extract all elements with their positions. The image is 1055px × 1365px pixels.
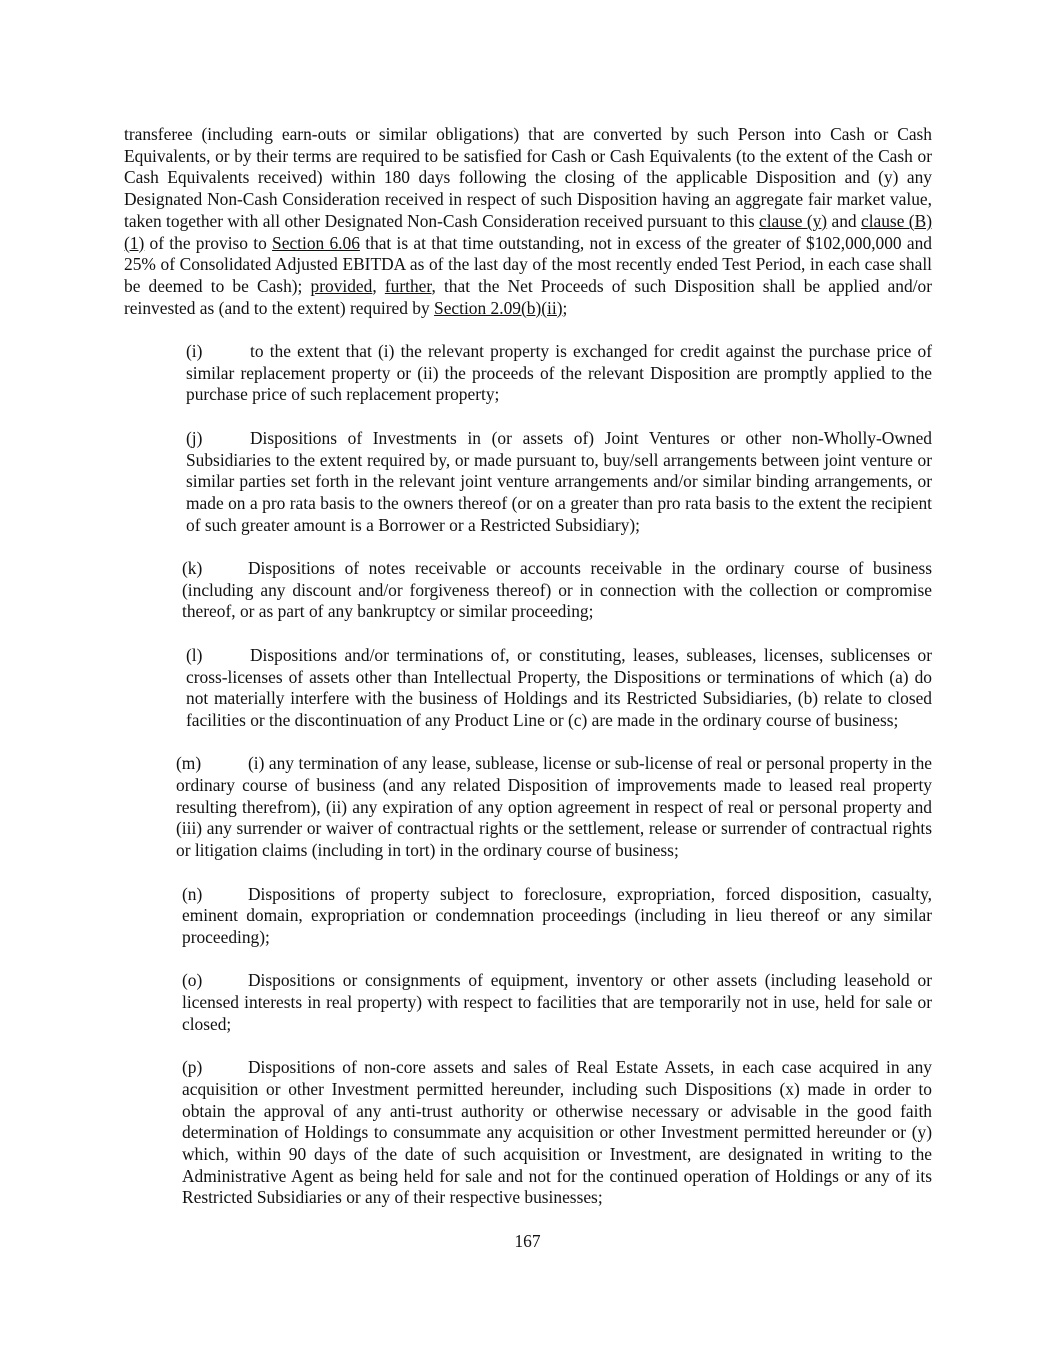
provided-term: provided xyxy=(310,275,373,296)
clause-n xyxy=(124,884,932,949)
clause-p xyxy=(124,1057,932,1209)
clause-k xyxy=(124,558,932,623)
clause-m-label: (m) xyxy=(176,753,202,774)
clause-j-text: Dispositions of Investments in (or assets of) Joint Ventures or other non-Wholly-Owned Subsidiaries to the extent required by, or made pursuant to, buy/sell arrangements between joint venture or similar parties set forth in the relevant joint venture arrangements and/or similar binding arrangements, or made on a pro rata basis to the owners thereof (or on a greater than pro rata basis to the extent the recipient of such greater amount is a Borrower or a Restricted Subsidiary); xyxy=(186,427,932,535)
clause-o-text: Dispositions or consignments of equipment, inventory or other assets (including leasehold or licensed interests in real property) with respect to facilities that are temporarily not in use, held for sale or closed; xyxy=(182,970,932,1034)
clause-i-label: (i) xyxy=(186,341,203,362)
clause-y-reference: clause (y) xyxy=(758,210,828,231)
page-number: 167 xyxy=(514,1231,541,1251)
clause-m-text: (i) any termination of any lease, sublease, license or sub-license of real or personal property in the ordinary course of business (and any related Disposition of improvements made to leased real property resulting therefrom), (ii) any expiration of any option agreement in respect of real or personal property and (iii) any surrender or waiver of contractual rights or the settlement, release or surrender of contractual rights or litigation claims (including in tort) in the ordinary course of business; xyxy=(176,753,932,861)
clause-n-label: (n) xyxy=(182,883,203,904)
clause-m xyxy=(124,753,932,862)
clause-l-text: Dispositions and/or terminations of, or constituting, leases, subleases, licenses, sublicenses or cross-licenses of assets other than Intellectual Property, the Dispositions or terminations of which (a) do not materially interfere with the business of Holdings and its Restricted Subsidiaries, (b) relate to closed facilities or the discontinuation of any Product Line or (c) are made in the ordinary course of business; xyxy=(186,644,932,730)
clause-p-label: (p) xyxy=(182,1057,203,1078)
section-6-06-reference: Section 6.06 xyxy=(272,232,360,253)
section-2-09-reference: Section 2.09(b)(ii) xyxy=(434,297,563,318)
clause-o-label: (o) xyxy=(182,970,203,991)
clause-i xyxy=(124,341,932,406)
intro-paragraph: transferee (including earn-outs or similar obligations) that are converted by such Person into Cash or Cash Equivalents, or by their terms are required to be satisfied for Cash or Cash Equivalents (to the extent of the Cash or Cash Equivalents received) within 180 days following the closing of the applicable Disposition and (y) any Designated Non-Cash Consideration received in respect of such Disposition having an aggregate fair market value, taken together with all other Designated Non-Cash Consideration received pursuant to this clause (y) and clause (B)(1) of the proviso to Section 6.06 that is at that time outstanding, not in excess of the greater of $102,000,000 and 25% of Consolidated Adjusted EBITDA as of the last day of the most recently ended Test Period, in each case shall be deemed to be Cash); provided, further, that the Net Proceeds of such Disposition shall be applied and/or reinvested as (and to the extent) required by Section 2.09(b)(ii); xyxy=(124,124,933,318)
clause-k-text: Dispositions of notes receivable or accounts receivable in the ordinary course of business (including any discount and/or forgiveness thereof) or in connection with the collection or compromise thereof, or as part of any bankruptcy or similar proceeding; xyxy=(182,558,932,622)
clause-i-text: to the extent that (i) the relevant property is exchanged for credit against the purchase price of similar replacement property or (ii) the proceeds of the relevant Disposition are promptly applied to the purchase price of such replacement property; xyxy=(186,341,932,405)
further-term: further xyxy=(384,275,432,296)
clause-n-text: Dispositions of property subject to foreclosure, expropriation, forced disposition, casualty, eminent domain, expropriation or condemnation proceedings (including in lieu thereof or any similar proceeding); xyxy=(182,883,932,947)
clause-o xyxy=(124,970,932,1035)
clause-j xyxy=(124,428,932,537)
document-page xyxy=(124,124,932,1209)
clause-p-text: Dispositions of non-core assets and sales of Real Estate Assets, in each case acquired in any acquisition or other Investment permitted hereunder, including such Dispositions (x) made in order to obtain the approval of any anti-trust authority or otherwise necessary or advisable in the good faith determination of Holdings to consummate any acquisition or other Investment permitted hereunder or (y) which, within 90 days of the date of such acquisition or Investment, are designated in writing to the Administrative Agent as being held for sale and not for the continued operation of Holdings or any of its Restricted Subsidiaries or any of their respective businesses; xyxy=(182,1057,932,1208)
clause-k-label: (k) xyxy=(182,558,203,579)
clause-l-label: (l) xyxy=(186,644,203,665)
clause-l xyxy=(124,645,932,732)
clause-j-label: (j) xyxy=(186,427,203,448)
clause-b1-reference: clause (B)(1) xyxy=(124,210,932,253)
